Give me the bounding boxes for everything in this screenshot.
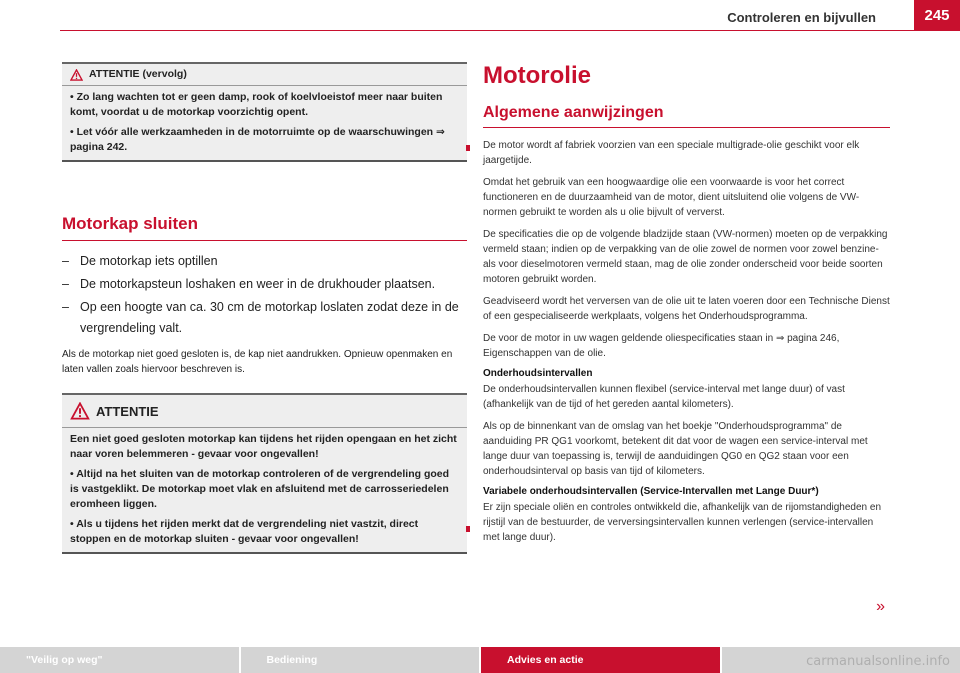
- warning-triangle-icon: [70, 402, 90, 420]
- footer-tab-advies-en-actie[interactable]: Advies en actie: [479, 647, 720, 673]
- warning-triangle-icon: [70, 69, 83, 81]
- page-number: 245: [914, 0, 960, 30]
- warning-box-attentie: [62, 393, 467, 554]
- warning-item: • Zo lang wachten tot er geen damp, rook of koelvloeistof meer naar buiten komt, voordat u de motorkap voorzichtig opent.: [70, 91, 443, 118]
- paragraph: Geadviseerd wordt het verversen van de olie uit te laten voeren door een Technische Dienst of een gespecialiseerde werkplaats, volgens het Onderhoudsprogramma.: [483, 296, 890, 322]
- subsection-title: Algemene aanwijzingen: [483, 104, 890, 128]
- warning-item: • Als u tijdens het rijden merkt dat de vergrendeling niet vastzit, direct stoppen en de motorkap sluiten - gevaar voor ongevallen!: [70, 518, 419, 545]
- end-marker: [466, 145, 470, 151]
- warning-label: ATTENTIE: [96, 403, 159, 419]
- end-marker: [466, 526, 470, 532]
- paragraph: De motor wordt af fabriek voorzien van een speciale multigrade-olie geschikt voor elk jaargetijde.: [483, 140, 860, 166]
- steps-list: [62, 251, 467, 339]
- warning-label: ATTENTIE (vervolg): [89, 68, 187, 80]
- footer-tab-veilig-op-weg[interactable]: "Veilig op weg": [0, 647, 239, 673]
- right-column: [483, 62, 890, 552]
- warning-item: • Let vóór alle werkzaamheden in de motorruimte op de waarschuwingen ⇒ pagina 242.: [70, 126, 445, 153]
- warning-intro: Een niet goed gesloten motorkap kan tijdens het rijden opengaan en het zicht naar voren belemmeren - gevaar voor ongevallen!: [70, 433, 457, 460]
- step-item: – De motorkapsteun loshaken en weer in de drukhouder plaatsen.: [62, 274, 467, 295]
- step-item: – Op een hoogte van ca. 30 cm de motorkap loslaten zodat deze in de vergrendeling valt.: [62, 297, 467, 339]
- running-header-title: Controleren en bijvullen: [727, 10, 876, 25]
- paragraph: Omdat het gebruik van een hoogwaardige olie een voorwaarde is voor het correct functioneren en de duurzaamheid van de motor, dient uitsluitend olie volgens de VW-normen gebruikt te worden als u olie bijvult of ververst.: [483, 177, 860, 218]
- section-title-motorkap-sluiten: Motorkap sluiten: [62, 214, 467, 241]
- footer-tab-bediening[interactable]: Bediening: [239, 647, 480, 673]
- paragraph: De voor de motor in uw wagen geldende oliespecificaties staan in ⇒ pagina 246, Eigenschappen van de olie.: [483, 333, 840, 359]
- warning-box-continued: [62, 62, 467, 162]
- left-column: [62, 62, 467, 554]
- paragraph: De specificaties die op de volgende bladzijde staan (VW-normen) moeten op de verpakking vermeld staan; indien op de verpakking van de olie zowel de normen voor zowel benzine- als voor dieselmotoren vermeld staan, mag de olie zonder onderscheid voor beide soorten motoren gebruikt worden.: [483, 229, 888, 285]
- note-text: Als de motorkap niet goed gesloten is, de kap niet aandrukken. Opnieuw openmaken en laten vallen zoals hiervoor beschreven is.: [62, 349, 453, 375]
- header-rule: [60, 30, 960, 31]
- paragraph: De onderhoudsintervallen kunnen flexibel (service-interval met lange duur) of vast (afhankelijk van de tijd of het gereden aantal kilometers).: [483, 384, 845, 410]
- paragraph: Er zijn speciale oliën en controles ontwikkeld die, afhankelijk van de rijomstandigheden en rijstijl van de bestuurder, de verversingsintervallen kunnen verlengen (service-intervallen met lange duur).: [483, 502, 882, 543]
- paragraph: Als op de binnenkant van de omslag van het boekje "Onderhoudsprogramma" de aanduiding PR QG1 voorkomt, betekent dit dat voor de wagen een service-interval met lange duur van toepassing is, terwijl de aanduidingen QG0 en QG2 staan voor een onderhoudsinterval op basis van tijd of kilometers.: [483, 421, 868, 477]
- heading-onderhoudsintervallen: Onderhoudsintervallen: [483, 368, 593, 379]
- warning-item: • Altijd na het sluiten van de motorkap controleren of de vergrendeling goed is vastgeklikt. De motorkap moet vlak en afsluitend met de carrosseriedelen eromheen liggen.: [70, 468, 450, 510]
- heading-variabele-intervallen: Variabele onderhoudsintervallen (Service-Intervallen met Lange Duur*): [483, 486, 819, 497]
- chapter-title: Motorolie: [483, 62, 591, 89]
- step-item: – De motorkap iets optillen: [62, 251, 467, 272]
- continue-arrow-icon: »: [876, 598, 880, 615]
- watermark: carmanualsonline.info: [806, 654, 950, 669]
